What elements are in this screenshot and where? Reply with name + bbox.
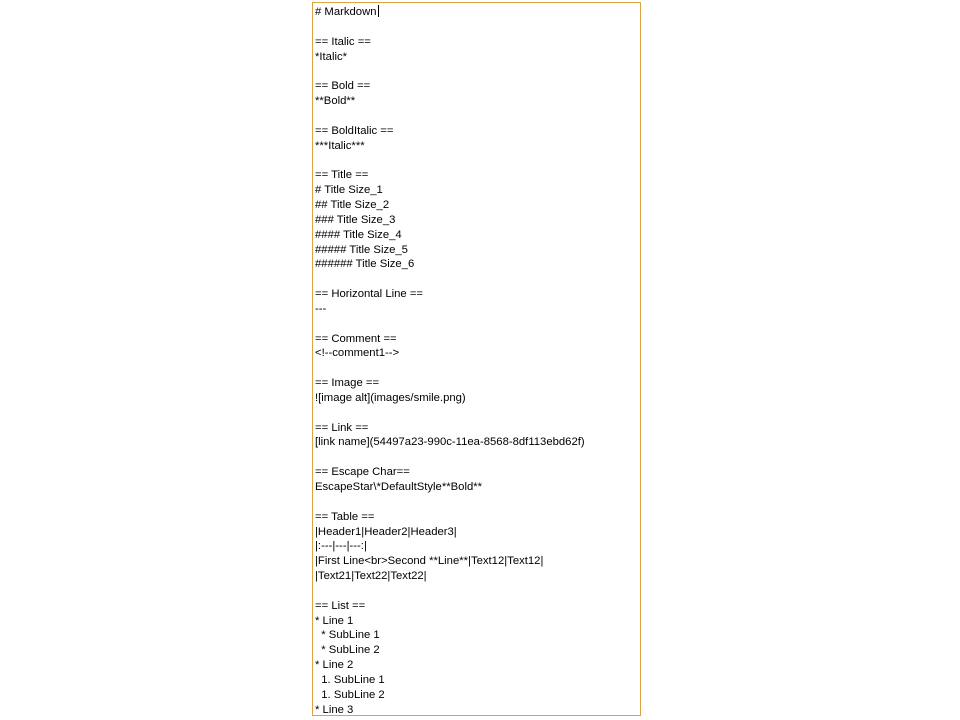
text-line: == Link == — [315, 421, 369, 434]
text-line: *Italic* — [315, 50, 348, 63]
text-line: * SubLine 1 — [315, 629, 380, 642]
text-line — [315, 450, 640, 465]
text-line: [link name](54497a23-990c-11ea-8568-8df113ebd62f) — [315, 436, 585, 449]
text-line: ***Italic*** — [315, 139, 365, 152]
text-line: 1. SubLine 1 — [315, 673, 385, 686]
text-line: # Title Size_1 — [315, 184, 383, 197]
text-line — [315, 584, 640, 599]
text-line: * Line 1 — [315, 614, 354, 627]
text-line: ##### Title Size_5 — [315, 243, 408, 256]
text-line: <!--comment1--> — [315, 347, 400, 360]
text-line: == List == — [315, 599, 366, 612]
text-line — [315, 272, 640, 287]
text-line: # Markdown — [315, 6, 377, 18]
text-line: EscapeStar\*DefaultStyle**Bold** — [315, 481, 483, 493]
text-line: |First Line<br>Second **Line**|Text12|Text12| — [315, 555, 544, 568]
text-line — [315, 64, 640, 79]
text-line: 1. SubLine 2 — [315, 688, 385, 701]
text-line: * Line 2 — [315, 659, 354, 672]
text-line: |Text21|Text22|Text22| — [315, 570, 427, 583]
text-line: == Image == — [315, 377, 380, 390]
text-line: #### Title Size_4 — [315, 228, 402, 241]
text-line — [315, 361, 640, 376]
text-line — [315, 406, 640, 421]
text-line — [315, 153, 640, 168]
text-cursor — [378, 5, 379, 17]
text-line: == Table == — [315, 510, 375, 523]
text-line: == Escape Char== — [315, 466, 410, 479]
text-line — [315, 495, 640, 510]
text-line: == Title == — [315, 169, 369, 182]
text-line: == Italic == — [315, 35, 371, 48]
text-line: * SubLine 2 — [315, 644, 380, 657]
markdown-text-area[interactable] — [312, 2, 641, 716]
text-line: ![image alt](images/smile.png) — [315, 391, 466, 404]
text-line: |Header1|Header2|Header3| — [315, 525, 457, 538]
text-line: ### Title Size_3 — [315, 213, 396, 226]
markdown-text-content[interactable] — [313, 3, 640, 716]
text-line: * Line 3 — [315, 703, 354, 716]
text-line: == Bold == — [315, 80, 371, 93]
text-line — [315, 109, 640, 124]
text-line: |:---|---|---:| — [315, 540, 367, 553]
text-line: ## Title Size_2 — [315, 198, 390, 211]
text-line — [315, 317, 640, 332]
text-line: **Bold** — [315, 95, 356, 108]
text-line: ###### Title Size_6 — [315, 258, 415, 271]
text-line: --- — [315, 302, 327, 315]
text-line — [315, 20, 640, 35]
text-line: == Horizontal Line == — [315, 288, 424, 301]
text-line: == BoldItalic == — [315, 124, 394, 137]
text-line: == Comment == — [315, 332, 397, 345]
